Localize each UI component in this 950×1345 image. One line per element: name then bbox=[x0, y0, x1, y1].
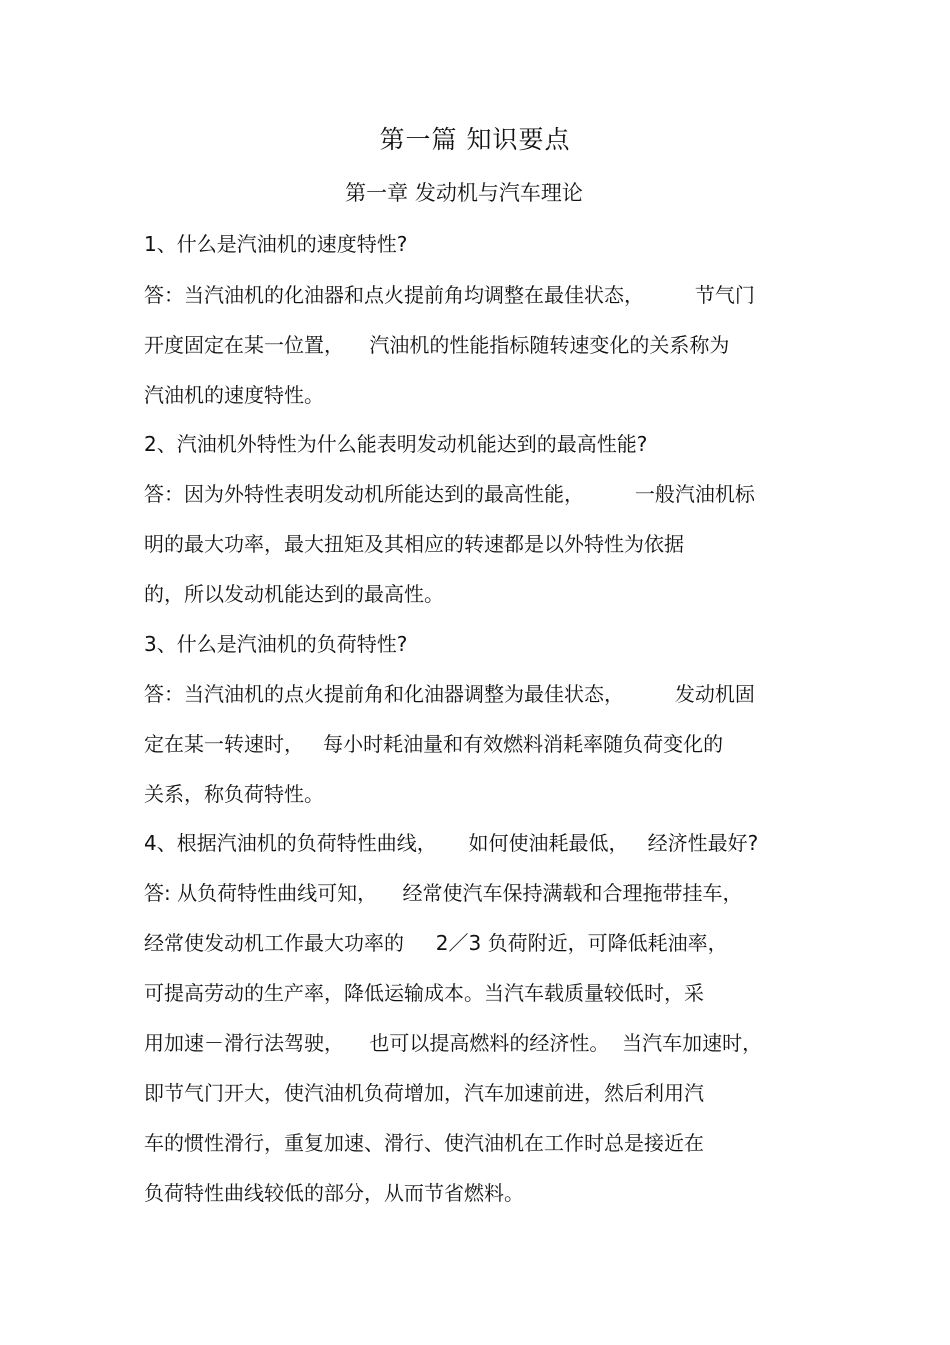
answer-4-line-3: 可提高劳动的生产率，降低运输成本。当汽车载质量较低时，采 bbox=[144, 981, 704, 1005]
answer-2-line-1: 答：因为外特性表明发动机所能达到的最高性能， 一般汽油机标 bbox=[144, 482, 755, 506]
answer-4-line-2: 经常使发动机工作最大功率的 2／3 负荷附近，可降低耗油率， bbox=[144, 931, 728, 955]
answer-3-line-2: 定在某一转速时， 每小时耗油量和有效燃料消耗率随负荷变化的 bbox=[144, 732, 724, 756]
answer-3-line-1: 答：当汽油机的点火提前角和化油器调整为最佳状态， 发动机固 bbox=[144, 682, 755, 706]
question-1: 1、什么是汽油机的速度特性? bbox=[144, 232, 408, 256]
answer-4-line-4: 用加速－滑行法驾驶， 也可以提高燃料的经济性。 当汽车加速时， bbox=[144, 1031, 763, 1055]
answer-4-line-7: 负荷特性曲线较低的部分，从而节省燃料。 bbox=[144, 1181, 524, 1205]
answer-1-line-1: 答：当汽油机的化油器和点火提前角均调整在最佳状态， 节气门 bbox=[144, 283, 755, 307]
answer-3-line-3: 关系，称负荷特性。 bbox=[144, 782, 324, 806]
answer-2-line-3: 的，所以发动机能达到的最高性。 bbox=[144, 582, 444, 606]
answer-4-line-5: 即节气门开大，使汽油机负荷增加，汽车加速前进，然后利用汽 bbox=[144, 1081, 704, 1105]
answer-1-line-2: 开度固定在某一位置， 汽油机的性能指标随转速变化的关系称为 bbox=[144, 333, 730, 357]
question-3: 3、什么是汽油机的负荷特性? bbox=[144, 632, 408, 656]
answer-4-line-1: 答: 从负荷特性曲线可知， 经常使汽车保持满载和合理拖带挂车， bbox=[144, 881, 743, 905]
question-4: 4、根据汽油机的负荷特性曲线， 如何使油耗最低， 经济性最好? bbox=[144, 831, 759, 855]
question-2: 2、汽油机外特性为什么能表明发动机能达到的最高性能? bbox=[144, 432, 648, 456]
answer-4-line-6: 车的惯性滑行，重复加速、滑行、使汽油机在工作时总是接近在 bbox=[144, 1131, 704, 1155]
answer-2-line-2: 明的最大功率，最大扭矩及其相应的转速都是以外特性为依据 bbox=[144, 532, 684, 556]
answer-1-line-3: 汽油机的速度特性。 bbox=[144, 383, 324, 407]
part-title: 第一篇 知识要点 bbox=[379, 125, 571, 154]
chapter-title: 第一章 发动机与汽车理论 bbox=[345, 181, 583, 205]
